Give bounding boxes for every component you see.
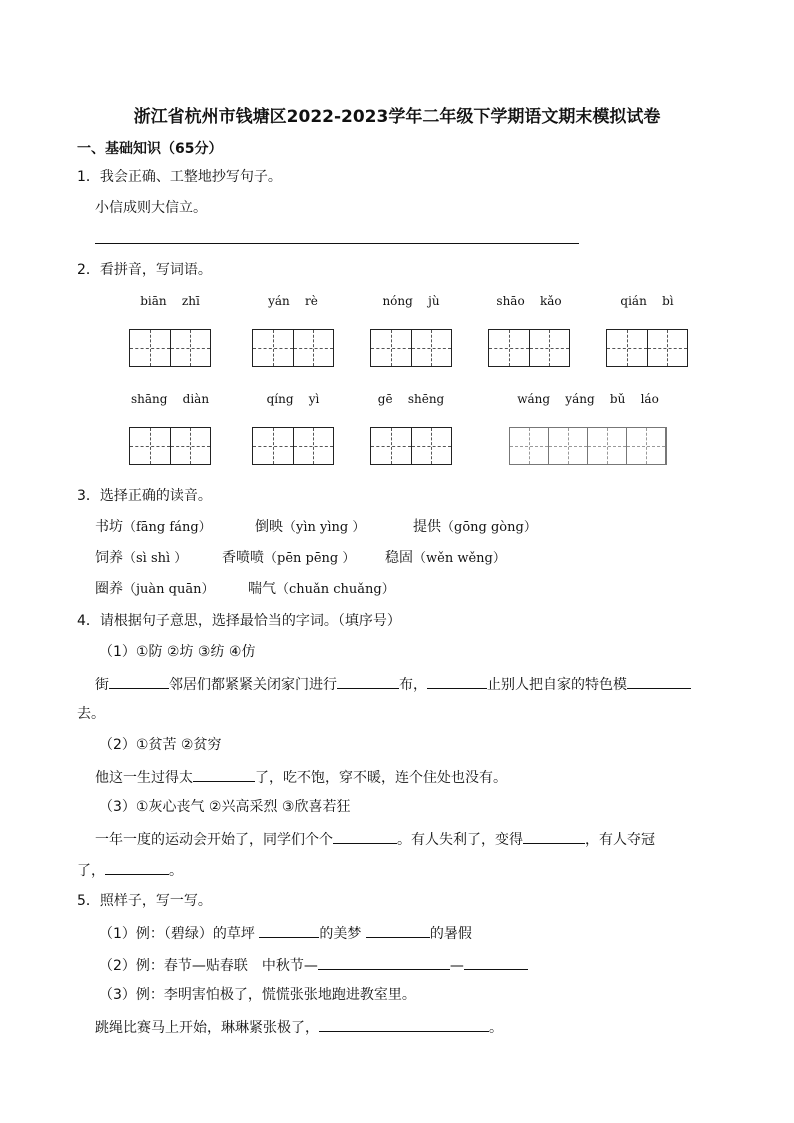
- pinyin-label: wáng yáng bǔ láo: [517, 392, 659, 406]
- pinyin-label: shāng diàn: [130, 392, 210, 406]
- copy-sentence: 小信成则大信立。: [95, 200, 207, 216]
- question-prompt: 选择正确的读音。: [99, 488, 212, 504]
- pinyin-label: gē shēng: [377, 392, 445, 406]
- reading-item: 香喷喷（pēn pēng ）: [222, 550, 356, 566]
- reading-item: 书坊（fāng fáng）: [95, 519, 212, 535]
- question-number: 1．: [77, 169, 100, 185]
- tianzige-box[interactable]: [488, 329, 570, 367]
- answer-blank[interactable]: [259, 923, 319, 938]
- options-2: （2）①贫苦 ②贫穷: [99, 737, 222, 753]
- pinyin-label: nóng jù: [382, 294, 440, 308]
- reading-item: 倒映（yìn yìng ）: [255, 519, 366, 535]
- reading-item: 喘气（chuǎn chuǎng）: [248, 581, 395, 597]
- answer-blank[interactable]: [627, 674, 691, 689]
- reading-item: 饲养（sì shì ）: [95, 550, 188, 566]
- tianzige-box-long[interactable]: [509, 427, 667, 465]
- fill-sentence: 一年一度的运动会开始了，同学们个个 。有人失利了，变得 ，有人夺冠: [95, 829, 655, 849]
- tianzige-box[interactable]: [252, 329, 334, 367]
- fill-sentence: 跳绳比赛马上开始，琳琳紧张极了， 。: [95, 1017, 503, 1037]
- question-5: [77, 892, 212, 910]
- fill-sentence: 街 邻居们都紧紧关闭家门进行 布， 止别人把自家的特色模: [95, 674, 691, 694]
- answer-blank[interactable]: [337, 674, 399, 689]
- answer-blank[interactable]: [109, 674, 169, 689]
- pinyin-label: qíng yì: [266, 392, 320, 406]
- options-1: （1）①防 ②坊 ③纺 ④仿: [99, 644, 256, 660]
- tianzige-box[interactable]: [129, 329, 211, 367]
- pinyin-label: shāo kǎo: [496, 294, 562, 308]
- answer-blank[interactable]: [464, 955, 528, 970]
- fill-sentence-cont: 去。: [77, 706, 105, 722]
- fill-sentence-cont: 了， 。: [77, 860, 183, 880]
- page-title: 浙江省杭州市钱塘区2022-2023学年二年级下学期语文期末模拟试卷: [133, 107, 661, 127]
- question-prompt: 看拼音，写词语。: [99, 262, 212, 278]
- question-number: 5．: [77, 893, 100, 909]
- options-3: （3）①灰心丧气 ②兴高采烈 ③欣喜若狂: [99, 799, 351, 815]
- reading-item: 稳固（wěn wěng）: [385, 550, 506, 566]
- answer-blank[interactable]: [193, 767, 255, 782]
- tianzige-box[interactable]: [370, 427, 452, 465]
- question-number: 3．: [77, 488, 100, 504]
- answer-blank[interactable]: [105, 860, 169, 875]
- tianzige-box[interactable]: [129, 427, 211, 465]
- reading-item: 提供（gōng gòng）: [413, 519, 537, 535]
- question-number: 4．: [77, 613, 100, 629]
- question-2: [77, 261, 212, 279]
- fill-sentence: 他这一生过得太 了，吃不饱，穿不暖，连个住处也没有。: [95, 767, 507, 787]
- answer-blank[interactable]: [318, 955, 450, 970]
- answer-blank[interactable]: [319, 1017, 489, 1032]
- question-4: [77, 612, 401, 630]
- reading-item: 圈养（juàn quān）: [95, 581, 215, 597]
- answer-blank[interactable]: [333, 829, 397, 844]
- answer-blank[interactable]: [366, 923, 430, 938]
- pinyin-label: biān zhī: [140, 294, 200, 308]
- question-prompt: 照样子，写一写。: [99, 893, 212, 909]
- question-prompt: 请根据句子意思，选择最恰当的字词。（填序号）: [99, 613, 401, 629]
- tianzige-box[interactable]: [252, 427, 334, 465]
- writing-line[interactable]: [95, 243, 579, 244]
- question-1: [77, 168, 282, 186]
- tianzige-box[interactable]: [370, 329, 452, 367]
- pinyin-label: yán rè: [268, 294, 318, 308]
- pinyin-label: qián bì: [620, 294, 674, 308]
- section-heading: 一、基础知识（65分）: [77, 141, 223, 157]
- example-1: （1）例：（碧绿）的草坪 的美梦 的暑假: [99, 923, 472, 943]
- example-2: （2）例：春节—贴春联 中秋节— —: [99, 955, 528, 975]
- answer-blank[interactable]: [427, 674, 487, 689]
- example-3: （3）例：李明害怕极了，慌慌张张地跑进教室里。: [99, 987, 416, 1003]
- question-3: [77, 487, 212, 505]
- tianzige-box[interactable]: [606, 329, 688, 367]
- answer-blank[interactable]: [523, 829, 585, 844]
- question-prompt: 我会正确、工整地抄写句子。: [99, 169, 282, 185]
- question-number: 2．: [77, 262, 100, 278]
